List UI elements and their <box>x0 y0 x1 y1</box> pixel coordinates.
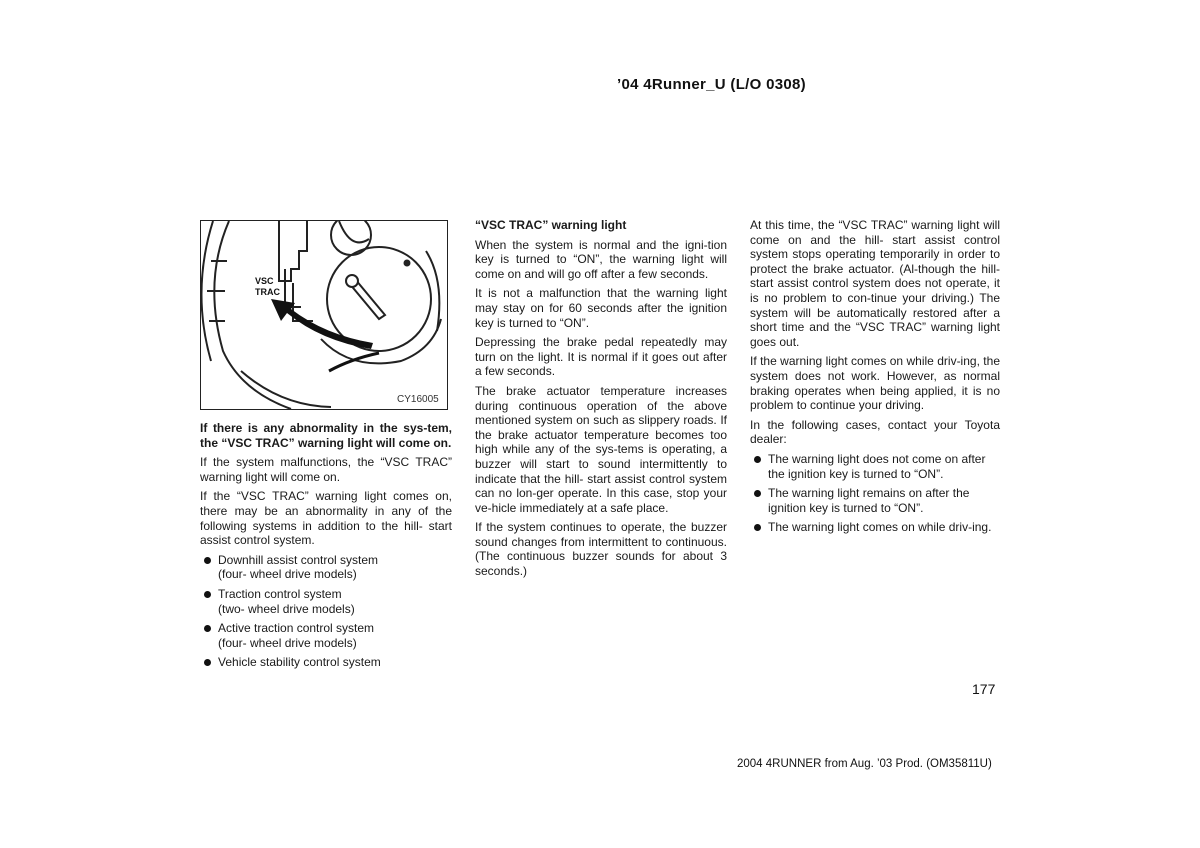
figure-code: CY16005 <box>397 394 439 405</box>
list-item-label: Active traction control system <box>218 621 375 636</box>
bullet-icon <box>204 557 211 564</box>
bullet-icon <box>204 591 211 598</box>
bullet-icon <box>204 625 211 632</box>
list-item-sublabel: (two- wheel drive models) <box>218 601 355 616</box>
page-footer: 2004 4RUNNER from Aug. ’03 Prod. (OM35811U) <box>737 758 992 770</box>
list-item-label: The warning light comes on while driv-ing. <box>768 520 992 535</box>
paragraph: In the following cases, contact your Toyota dealer: <box>750 417 1000 447</box>
paragraph: If the system continues to operate, the buzzer sound changes from intermittent to continuous. (The continuous buzzer sounds for about 3 seconds.) <box>475 520 727 579</box>
trac-indicator-label-line2: TRAC <box>255 287 280 297</box>
page-header-title: ’04 4Runner_U (L/O 0308) <box>617 76 806 93</box>
page-number: 177 <box>972 681 996 697</box>
paragraph: When the system is normal and the igni-tion key is turned to “ON”, the warning light will come on and will go off after a few seconds. <box>475 237 727 281</box>
right-column <box>750 218 1000 540</box>
bullet-icon <box>754 456 761 463</box>
list-item-sublabel: (four- wheel drive models) <box>218 635 357 650</box>
vsc-indicator-label-line1: VSC <box>255 276 274 286</box>
paragraph: If the “VSC TRAC” warning light comes on, there may be an abnormality in any of the following systems in addition to the hill- start assist control system. <box>200 489 452 548</box>
instrument-cluster-illustration <box>200 220 448 410</box>
list-item <box>200 587 452 616</box>
list-item <box>750 486 1000 515</box>
bullet-icon <box>204 659 211 666</box>
system-list <box>200 553 452 670</box>
paragraph: If the warning light comes on while driv-ing, the system does not work. However, as normal braking operates when being applied, it is no problem to continue your driving. <box>750 354 1000 413</box>
list-item-label: Traction control system <box>218 586 342 601</box>
list-item <box>200 655 452 670</box>
list-item <box>200 621 452 650</box>
warning-light-heading: “VSC TRAC” warning light <box>475 218 627 232</box>
gauge-cluster-drawing <box>201 221 447 409</box>
bullet-icon <box>754 524 761 531</box>
list-item-label: Downhill assist control system <box>218 552 379 567</box>
paragraph: At this time, the “VSC TRAC” warning light will come on and the hill- start assist control system stops operating temporarily in order to protect the brake actuator. (Al-though the hill- start assist control system does not operate, it is no problem to con-tinue your driving.) The system will be automatically restored after a short time and the “VSC TRAC” warning light goes out. <box>750 218 1000 349</box>
paragraph: It is not a malfunction that the warning light may stay on for 60 seconds after the ignition key is turned to “ON”. <box>475 286 727 330</box>
list-item <box>750 520 1000 535</box>
paragraph: If the system malfunctions, the “VSC TRAC” warning light will come on. <box>200 455 452 484</box>
dealer-cases-list <box>750 452 1000 535</box>
list-item-sublabel: (four- wheel drive models) <box>218 567 357 582</box>
left-column <box>200 421 452 675</box>
list-item-label: Vehicle stability control system <box>218 655 381 670</box>
paragraph: The brake actuator temperature increases during continuous operation of the above mentioned system on such as slippery roads. If the brake actuator temperature becomes too high while any of the sys-tems is operating, a buzzer will start to sound intermittently to indicate that the hill- start assist control system can no lon-ger operate. In this case, stop your ve-hicle immediately at a safe place. <box>475 383 727 515</box>
abnormality-heading: If there is any abnormality in the sys-tem, the “VSC TRAC” warning light will come on. <box>200 421 452 450</box>
paragraph: Depressing the brake pedal repeatedly may turn on the light. It is normal if it goes out after a few seconds. <box>475 335 727 379</box>
middle-column <box>475 218 727 584</box>
list-item-label: The warning light remains on after the ignition key is turned to “ON”. <box>768 486 970 515</box>
list-item <box>200 553 452 582</box>
bullet-icon <box>754 490 761 497</box>
list-item <box>750 452 1000 481</box>
list-item-label: The warning light does not come on after the ignition key is turned to “ON”. <box>768 451 986 481</box>
